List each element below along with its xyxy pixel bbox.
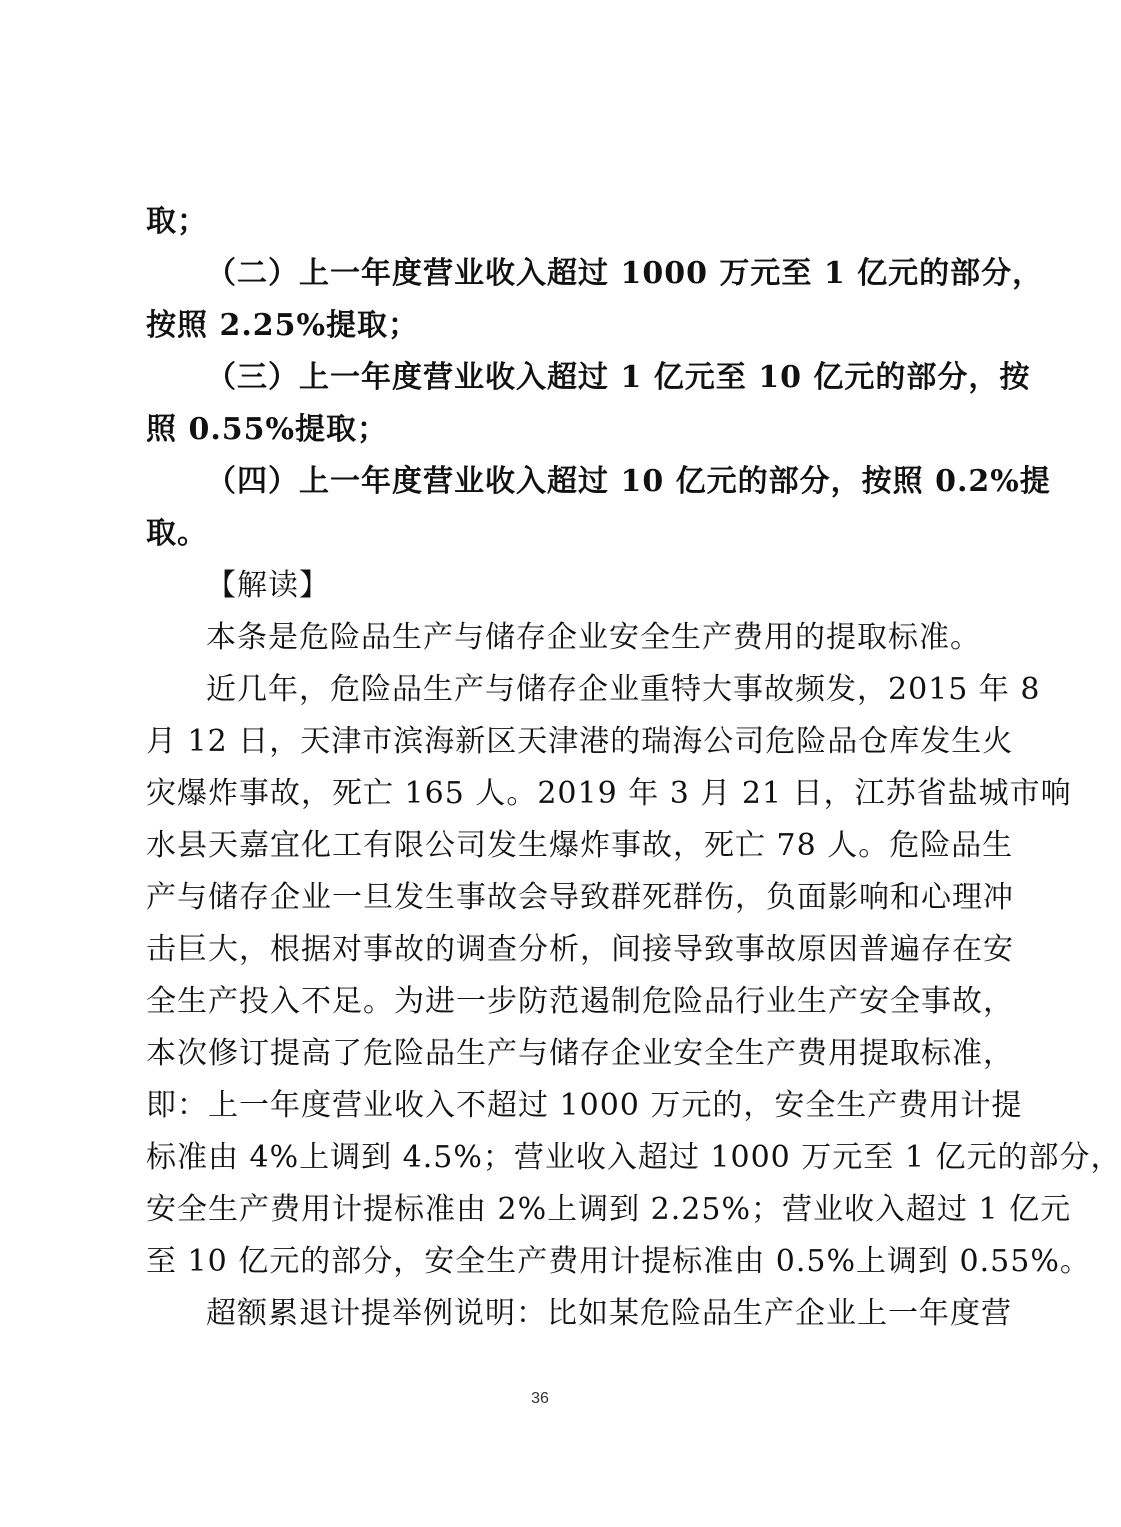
page-number: 36 [531,1390,549,1407]
clause-line-3: 按照 2.25%提取； [146,308,420,343]
body-line-7: 全生产投入不足。为进一步防范遏制危险品行业生产安全事故， [146,984,1014,1019]
body-line-8: 本次修订提高了危险品生产与储存企业安全生产费用提取标准， [146,1036,1014,1071]
body-line-6: 击巨大，根据对事故的调查分析，间接导致事故原因普遍存在安 [146,932,1014,967]
clause-line-7: 取。 [146,516,208,551]
body-line-3: 灾爆炸事故，死亡 165 人。2019 年 3 月 21 日，江苏省盐城市响 [146,776,1072,811]
body-line-9: 即：上一年度营业收入不超过 1000 万元的，安全生产费用计提 [146,1088,1023,1123]
body-line-5: 产与储存企业一旦发生事故会导致群死群伤，负面影响和心理冲 [146,880,1014,915]
body-line-2: 月 12 日，天津市滨海新区天津港的瑞海公司危险品仓库发生火 [146,724,1014,759]
clause-line-1: 取； [146,204,208,239]
clause-line-6: （四）上一年度营业收入超过 10 亿元的部分，按照 0.2%提 [206,464,1051,499]
body-line-1: 近几年，危险品生产与储存企业重特大事故频发，2015 年 8 [206,672,1041,707]
body-line-12: 至 10 亿元的部分，安全生产费用计提标准由 0.5%上调到 0.55%。 [146,1244,1091,1279]
clause-line-4: （三）上一年度营业收入超过 1 亿元至 10 亿元的部分，按 [206,360,1031,395]
interpretation-intro: 本条是危险品生产与储存企业安全生产费用的提取标准。 [206,620,981,655]
body-line-13: 超额累退计提举例说明：比如某危险品生产企业上一年度营 [206,1296,1012,1331]
clause-line-2: （二）上一年度营业收入超过 1000 万元至 1 亿元的部分， [206,256,1044,291]
clause-line-5: 照 0.55%提取； [146,412,389,447]
body-line-10: 标准由 4%上调到 4.5%；营业收入超过 1000 万元至 1 亿元的部分， [146,1140,1121,1175]
body-line-11: 安全生产费用计提标准由 2%上调到 2.25%；营业收入超过 1 亿元 [146,1192,1072,1227]
body-line-4: 水县天嘉宜化工有限公司发生爆炸事故，死亡 78 人。危险品生 [146,828,1014,863]
interpretation-heading: 【解读】 [206,568,330,603]
